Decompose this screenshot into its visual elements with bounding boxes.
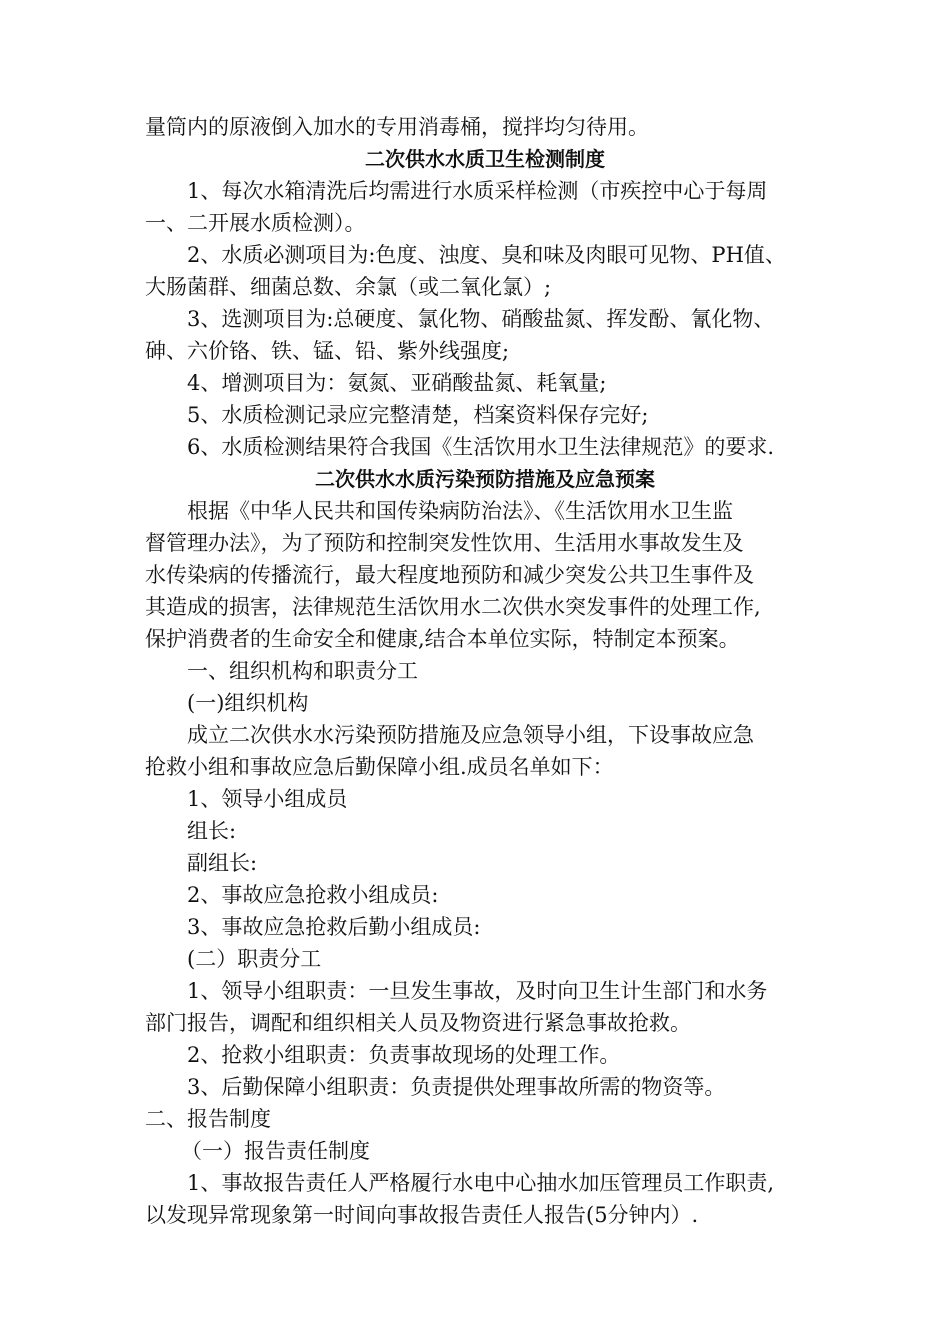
paragraph-line: 1、领导小组成员 xyxy=(187,787,348,811)
paragraph-line: 水传染病的传播流行，最大程度地预防和减少突发公共卫生事件及 xyxy=(145,563,754,587)
paragraph-line: 抢救小组和事故应急后勤保障小组.成员名单如下： xyxy=(145,755,614,779)
paragraph-line: 副组长: xyxy=(187,851,258,875)
section-heading: 二次供水水质污染预防措施及应急预案 xyxy=(315,467,655,491)
paragraph-line: 大肠菌群、细菌总数、余氯（或二氧化氯）; xyxy=(145,275,552,299)
paragraph-line: 1、事故报告责任人严格履行水电中心抽水加压管理员工作职责, xyxy=(187,1171,775,1195)
paragraph-line: 1、领导小组职责：一旦发生事故，及时向卫生计生部门和水务 xyxy=(187,979,768,1003)
paragraph-line: 督管理办法》，为了预防和控制突发性饮用、生活用水事故发生及 xyxy=(145,531,744,555)
paragraph-line: 其造成的损害，法律规范生活饮用水二次供水突发事件的处理工作, xyxy=(145,595,761,619)
section-heading: 二次供水水质卫生检测制度 xyxy=(365,147,605,171)
paragraph-line: 成立二次供水水污染预防措施及应急领导小组，下设事故应急 xyxy=(187,723,754,747)
document-page xyxy=(145,111,825,1231)
paragraph-line: 2、事故应急抢救小组成员: xyxy=(187,883,439,907)
paragraph-line: 组长: xyxy=(187,819,237,843)
paragraph-line: 5、水质检测记录应完整清楚，档案资料保存完好; xyxy=(187,403,649,427)
paragraph-line: （一）报告责任制度 xyxy=(181,1139,370,1163)
paragraph-line: 1、每次水箱清洗后均需进行水质采样检测（市疾控中心于每周 xyxy=(187,179,768,203)
paragraph-line: 量筒内的原液倒入加水的专用消毒桶，搅拌均匀待用。 xyxy=(145,115,649,139)
paragraph-line: 3、后勤保障小组职责：负责提供处理事故所需的物资等。 xyxy=(187,1075,726,1099)
paragraph-line: 一、二开展水质检测）。 xyxy=(145,211,366,235)
paragraph-line: 砷、六价铬、铁、锰、铅、紫外线强度; xyxy=(145,339,510,363)
paragraph-line: 2、水质必测项目为:色度、浊度、臭和味及肉眼可见物、PH值、 xyxy=(187,243,786,267)
paragraph-line: 4、增测项目为：氨氮、亚硝酸盐氮、耗氧量; xyxy=(187,371,607,395)
paragraph-line: 部门报告，调配和组织相关人员及物资进行紧急事故抢救。 xyxy=(145,1011,691,1035)
paragraph-line: 6、水质检测结果符合我国《生活饮用水卫生法律规范》的要求. xyxy=(187,435,775,459)
paragraph-line: 根据《中华人民共和国传染病防治法》、《生活饮用水卫生监 xyxy=(187,499,733,523)
paragraph-line: 3、事故应急抢救后勤小组成员: xyxy=(187,915,481,939)
paragraph-line: 3、选测项目为:总硬度、氯化物、硝酸盐氮、挥发酚、氰化物、 xyxy=(187,307,775,331)
paragraph-line: 以发现异常现象第一时间向事故报告责任人报告(5分钟内）. xyxy=(145,1203,699,1227)
paragraph-line: 2、抢救小组职责：负责事故现场的处理工作。 xyxy=(187,1043,621,1067)
paragraph-line: 二、报告制度 xyxy=(145,1107,271,1131)
paragraph-line: 保护消费者的生命安全和健康,结合本单位实际，特制定本预案。 xyxy=(145,627,740,651)
paragraph-line: (一)组织机构 xyxy=(187,691,309,715)
paragraph-line: (二）职责分工 xyxy=(187,947,322,971)
paragraph-line: 一、组织机构和职责分工 xyxy=(187,659,418,683)
